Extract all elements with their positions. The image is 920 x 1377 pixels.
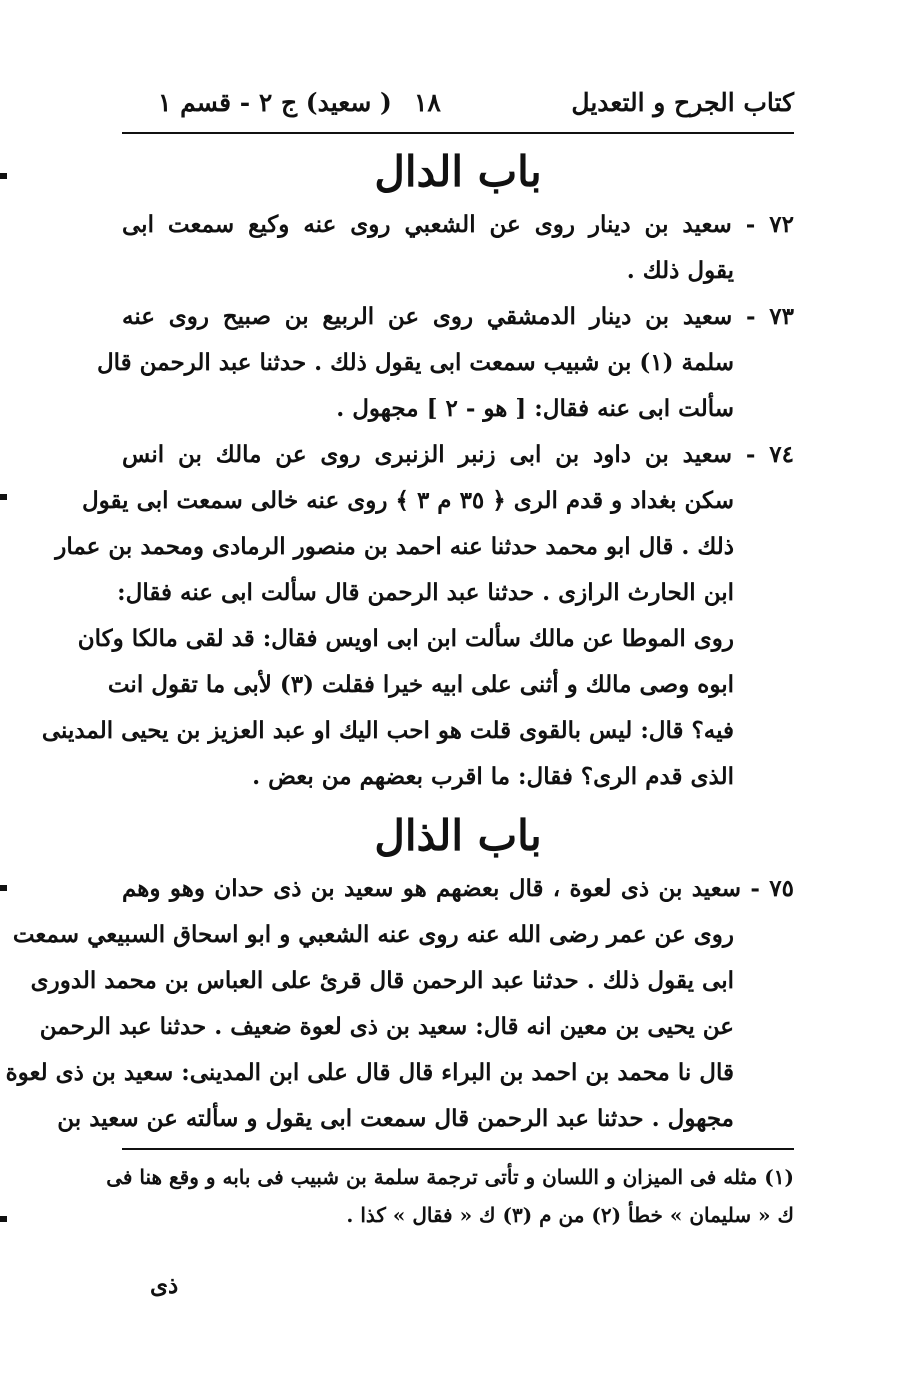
margin-mark (0, 885, 7, 891)
entries-dhal (5, 866, 794, 1142)
entry-line: ابوه وصى مالك و أثنى على ابيه خيرا فقلت (٣) لأبى ما تقول انت (107, 671, 734, 698)
entry-line: روى الموطا عن مالك سألت ابن ابى اويس فقال: قد لقى مالكا وكان (77, 625, 734, 652)
entry-line: مجهول . حدثنا عبد الرحمن قال سمعت ابى يقول و سألته عن سعيد بن (57, 1105, 734, 1132)
entry-line: سكن بغداد و قدم الرى ﴿ ٣٥ م ٣ ﴾ روى عنه خالى سمعت ابى يقول (81, 487, 734, 514)
entry-line: سلمة (١) بن شبيب سمعت ابى يقول ذلك . حدثنا عبد الرحمن قال (96, 349, 734, 376)
entry-line: الذى قدم الرى؟ فقال: ما اقرب بعضهم من بعض . (252, 763, 734, 790)
entry-line: ابى يقول ذلك . حدثنا عبد الرحمن قال قرئ على العباس بن محمد الدورى (30, 967, 734, 994)
page (5, 70, 794, 1234)
margin-mark (0, 494, 7, 500)
entry-line: عن يحيى بن معين انه قال: سعيد بن ذى لعوة ضعيف . حدثنا عبد الرحمن (39, 1013, 734, 1040)
entry-line: ذلك . قال ابو محمد حدثنا عنه احمد بن منصور الرمادى ومحمد بن عمار (55, 533, 734, 560)
entry-line: يقول ذلك . (626, 257, 734, 284)
margin-mark (0, 1216, 7, 1222)
chapter-heading-dal: باب الدال (374, 147, 542, 196)
entry-line: ابن الحارث الرازى . حدثنا عبد الرحمن قال سألت ابى عنه فقال: (117, 579, 734, 606)
entry-line: ٧٤ - سعيد بن داود بن ابى زنبر الزنبرى روى عن مالك بن انس (122, 441, 794, 468)
book-title: كتاب الجرح و التعديل (571, 88, 794, 117)
page-number: ١٨ (414, 88, 441, 117)
footnote-rule (122, 1148, 794, 1150)
entry-line: روى عن عمر رضى الله عنه روى عنه الشعبي و ابو اسحاق السبيعي سمعت (12, 921, 734, 948)
entry-line: قال نا محمد بن احمد بن البراء قال قال على ابن المدينى: سعيد بن ذى لعوة (5, 1059, 734, 1086)
entries-dal (41, 202, 794, 800)
section-label: ( سعيد) ج ٢ - قسم ١ (158, 88, 392, 117)
entry (5, 866, 794, 1142)
footnote (106, 1158, 794, 1234)
footnote-line: ك « سليمان » خطأ (٢) من م (٣) ك « فقال » كذا . (346, 1203, 794, 1227)
entry (41, 432, 794, 800)
entry-line: ٧٥ - سعيد بن ذى لعوة ، قال بعضهم هو سعيد بن ذى حدان وهو وهم (122, 875, 794, 902)
entry-line: فيه؟ قال: ليس بالقوى قلت هو احب اليك او عبد العزيز بن يحيى المدينى (41, 717, 734, 744)
entry (122, 202, 794, 294)
running-header (122, 70, 794, 134)
footnote-line: (١) مثله فى الميزان و اللسان و تأتى ترجمة سلمة بن شبيب فى بابه و وقع هنا فى (106, 1165, 794, 1189)
entry (96, 294, 794, 432)
entry-line: ٧٣ - سعيد بن دينار الدمشقي روى عن الربيع بن صبيح روى عنه (122, 303, 794, 330)
entry-line: ٧٢ - سعيد بن دينار روى عن الشعبي روى عنه وكيع سمعت ابى (122, 211, 794, 238)
catchword: ذى (150, 1272, 179, 1299)
margin-mark (0, 173, 7, 179)
chapter-heading-dhal: باب الذال (374, 811, 542, 860)
entry-line: سألت ابى عنه فقال: [ هو - ٢ ] مجهول . (336, 395, 734, 422)
